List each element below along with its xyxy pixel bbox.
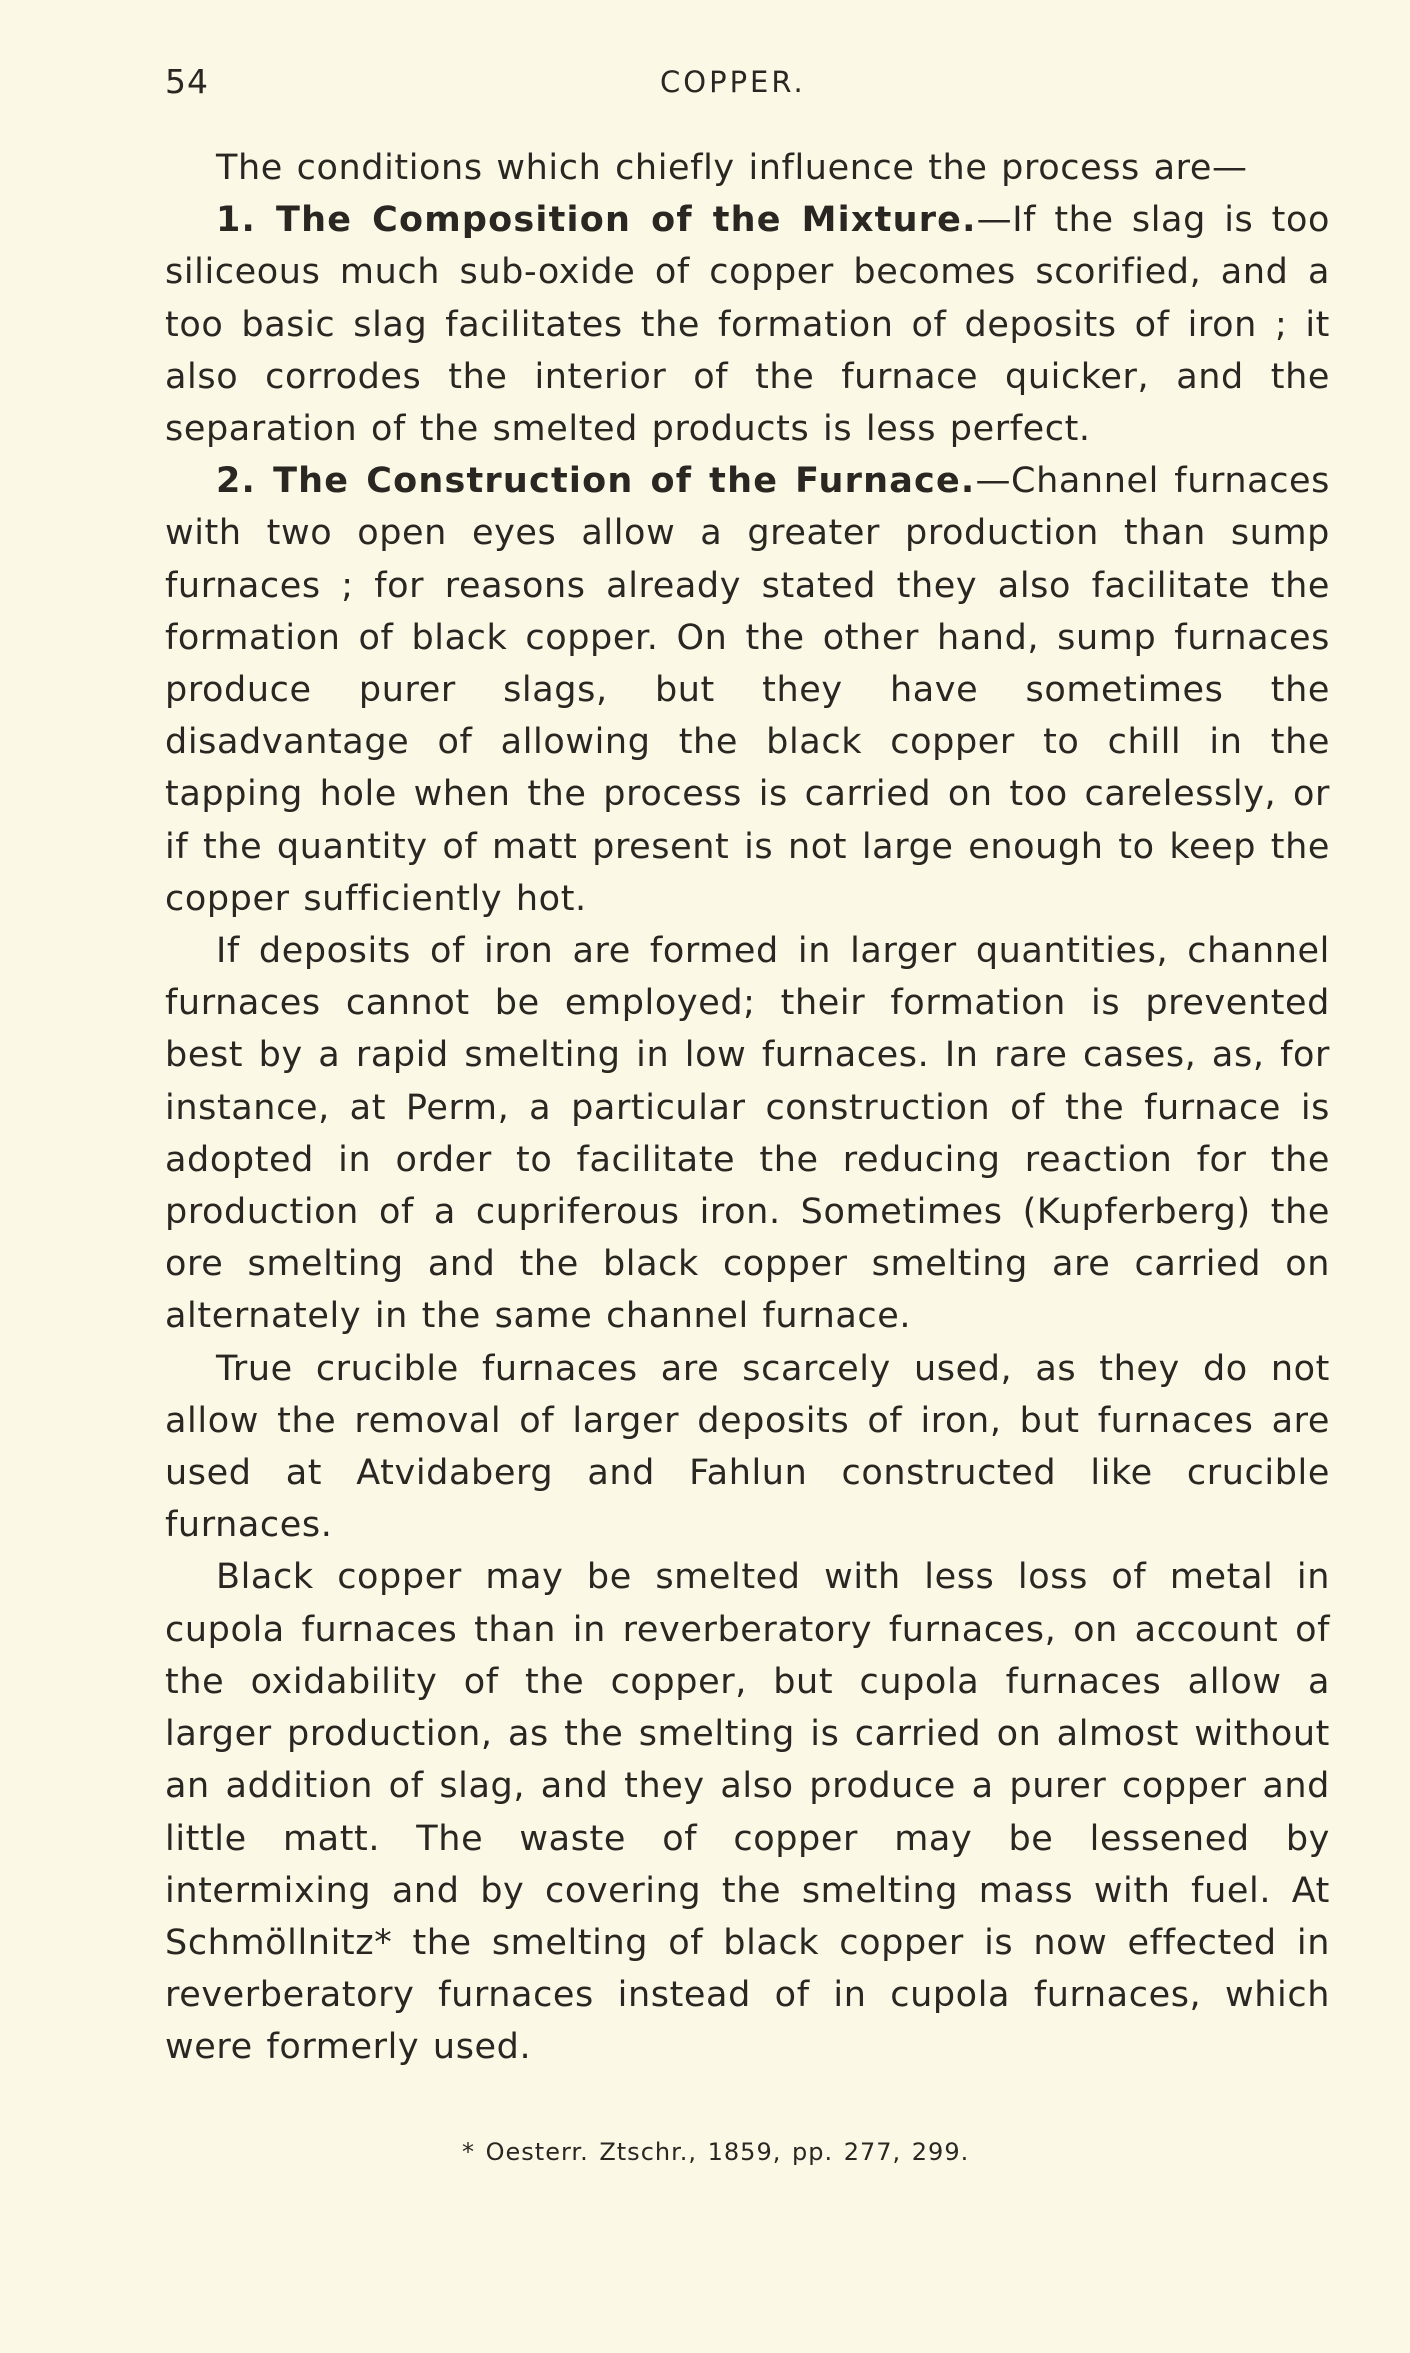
page-header: [165, 62, 1335, 118]
page-number: 54: [165, 62, 209, 101]
item-2-heading: 2. The Construction of the Furnace.: [216, 461, 976, 502]
item-2-paragraph: [165, 455, 1330, 925]
item-2-text: —Channel furnaces with two open eyes allow a greater production than sump furnaces ; for reasons already stated they also facilitate the formation of black copper. On the other hand, sump furnaces produce purer slags, but they have sometimes the disadvantage of allowing the black copper to chill in the tapping hole when the process is carried on too carelessly, or if the quantity of matt present is not large enough to keep the copper sufficiently hot.: [165, 461, 1331, 919]
body-text: [165, 142, 1330, 2074]
item-1-paragraph: [165, 194, 1330, 455]
black-copper-paragraph: Black copper may be smelted with less loss of metal in cupola furnaces than in reverberatory furnaces, on account of the oxidability of the copper, but cupola furnaces allow a larger production, as the smelting is carried on almost without an addition of slag, and they also produce a purer copper and little matt. The waste of copper may be lessened by intermixing and by covering the smelting mass with fuel. At Schmöllnitz* the smelting of black copper is now effected in reverberatory furnaces instead of in cupola furnaces, which were formerly used.: [165, 1557, 1330, 2068]
item-1-text: —If the slag is too siliceous much sub-oxide of copper becomes scorified, and a too basic slag facilitates the formation of deposits of iron ; it also corrodes the interior of the furnace quicker, and the separation of the smelted products is less perfect.: [165, 200, 1330, 450]
running-title: COPPER.: [660, 65, 806, 99]
crucible-furnaces-paragraph: True crucible furnaces are scarcely used, as they do not allow the removal of larger deposits of iron, but furnaces are used at Atvidaberg and Fahlun constructed like crucible furnaces.: [165, 1348, 1330, 1546]
footnote: * Oesterr. Ztschr., 1859, pp. 277, 299.: [462, 2138, 970, 2166]
iron-deposits-paragraph: If deposits of iron are formed in larger quantities, channel furnaces cannot be employed; their formation is prevented best by a rapid smelting in low furnaces. In rare cases, as, for instance, at Perm, a particular construction of the furnace is adopted in order to facilitate the reducing reaction for the production of a cupriferous iron. Sometimes (Kupferberg) the ore smelting and the black copper smelting are carried on alternately in the same channel furnace.: [165, 931, 1330, 1337]
item-1-heading: 1. The Composition of the Mixture.: [216, 200, 977, 241]
intro-paragraph: The conditions which chiefly influence the process are—: [216, 148, 1248, 188]
